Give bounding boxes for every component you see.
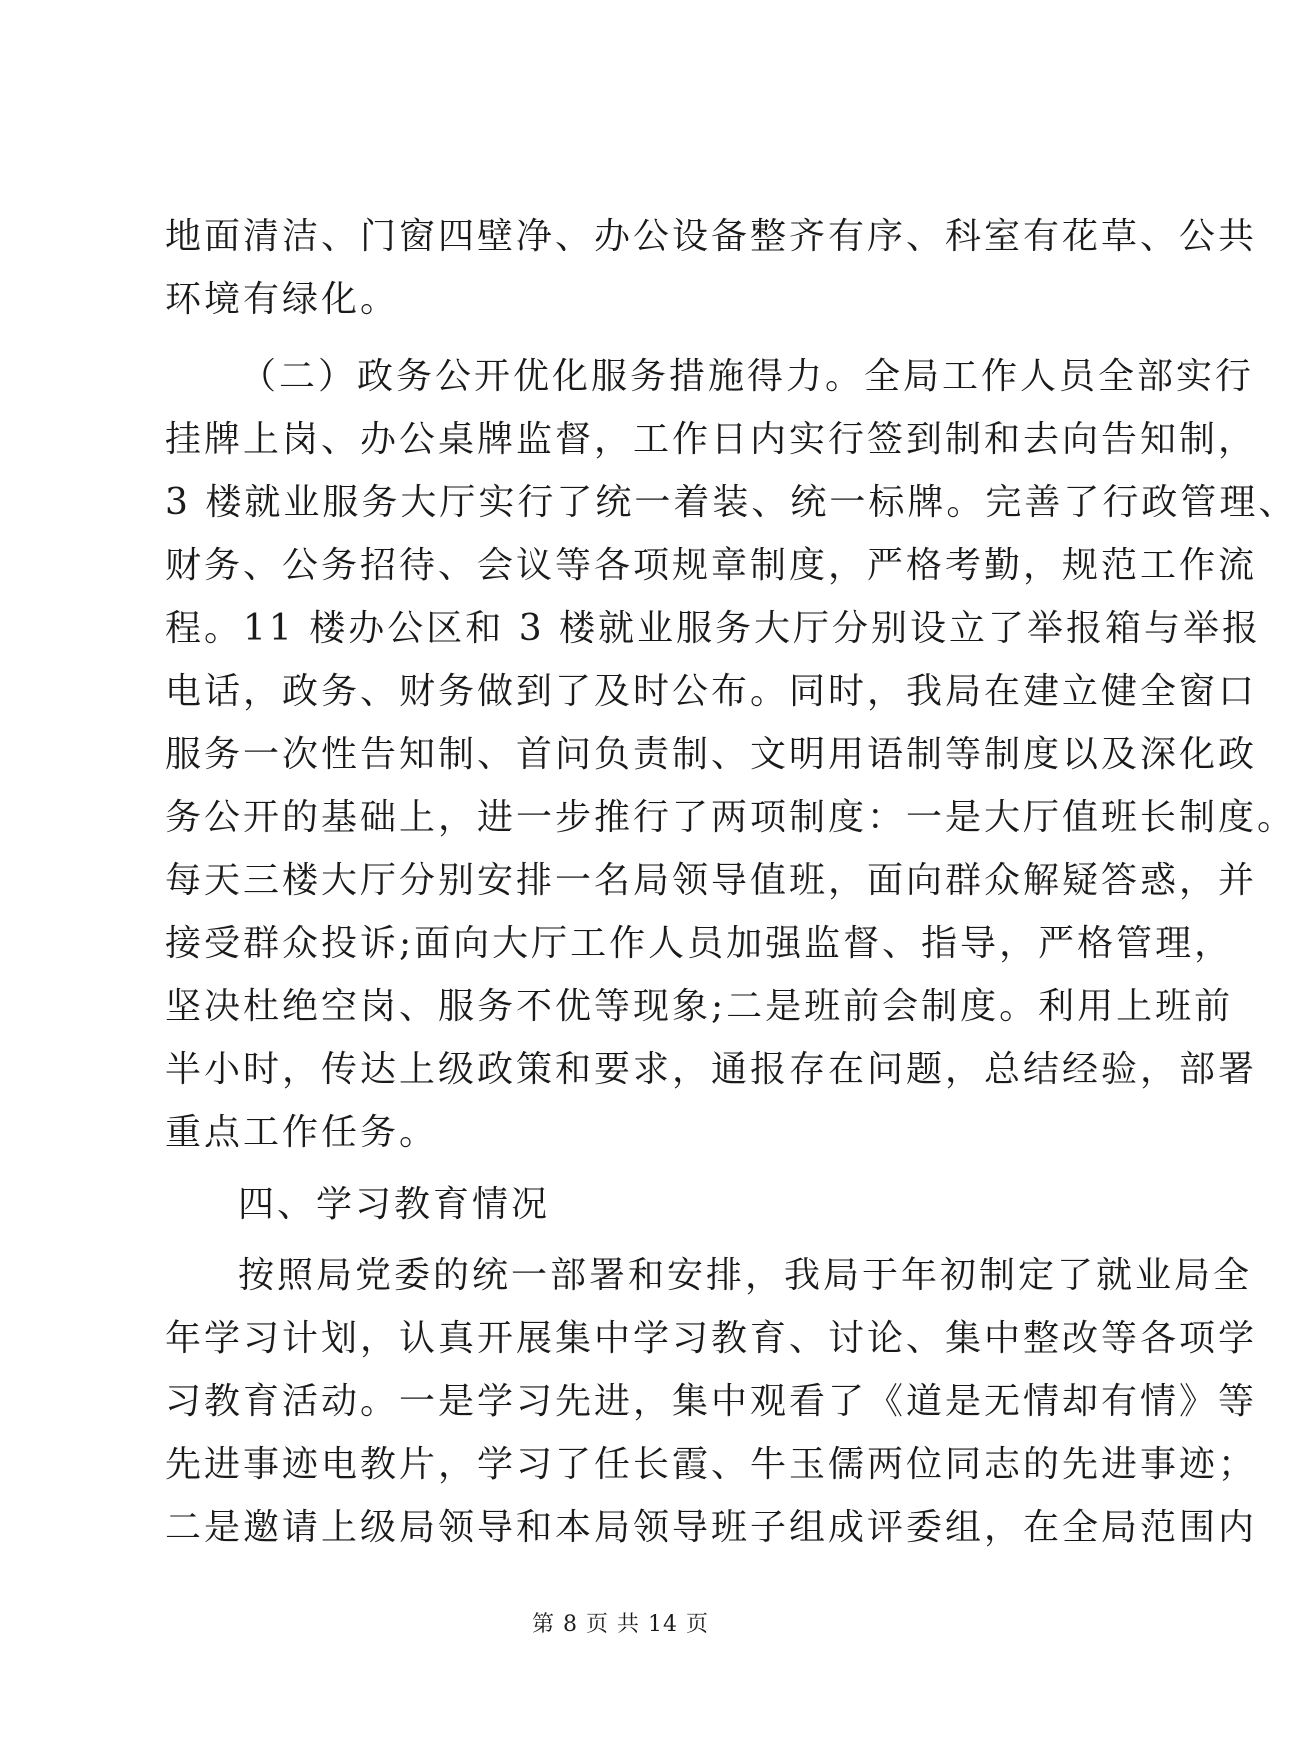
text-line: 按照局党委的统一部署和安排，我局于年初制定了就业局全 [238, 1255, 1253, 1296]
text-line: 服务一次性告知制、首问负责制、文明用语制等制度以及深化政 [165, 734, 1258, 775]
text-line: 坚决杜绝空岗、服务不优等现象;二是班前会制度。利用上班前 [165, 986, 1234, 1027]
text-line: 接受群众投诉;面向大厅工作人员加强监督、指导，严格管理， [165, 923, 1234, 964]
text-line: 半小时，传达上级政策和要求，通报存在问题，总结经验，部署 [165, 1049, 1258, 1090]
paragraph-heading-line: （二）政务公开优化服务措施得力。全局工作人员全部实行 [240, 356, 1255, 397]
text-line: 习教育活动。一是学习先进，集中观看了《道是无情却有情》等 [165, 1381, 1258, 1422]
text-line: 电话，政务、财务做到了及时公布。同时，我局在建立健全窗口 [165, 671, 1258, 712]
text-line: 财务、公务招待、会议等各项规章制度，严格考勤，规范工作流 [165, 545, 1258, 586]
section-heading: 四、学习教育情况 [238, 1184, 551, 1225]
text-line: 环境有绿化。 [165, 279, 400, 320]
text-line: 务公开的基础上，进一步推行了两项制度：一是大厅值班长制度。 [165, 797, 1297, 838]
text-line: 重点工作任务。 [165, 1112, 439, 1153]
text-line: 程。11 楼办公区和 3 楼就业服务大厅分别设立了举报箱与举报 [165, 608, 1262, 649]
page-footer: 第 8 页 共 14 页 [532, 1612, 709, 1637]
text-line: 二是邀请上级局领导和本局领导班子组成评委组，在全局范围内 [165, 1507, 1258, 1548]
text-line: 3 楼就业服务大厅实行了统一着装、统一标牌。完善了行政管理、 [165, 482, 1297, 523]
text-line: 地面清洁、门窗四壁净、办公设备整齐有序、科室有花草、公共 [165, 216, 1258, 257]
text-line: 先进事迹电教片，学习了任长霞、牛玉儒两位同志的先进事迹； [165, 1444, 1258, 1485]
text-line: 挂牌上岗、办公桌牌监督，工作日内实行签到制和去向告知制， [165, 419, 1258, 460]
text-line: 年学习计划，认真开展集中学习教育、讨论、集中整改等各项学 [165, 1318, 1258, 1359]
text-line: 每天三楼大厅分别安排一名局领导值班，面向群众解疑答惑，并 [165, 860, 1258, 901]
